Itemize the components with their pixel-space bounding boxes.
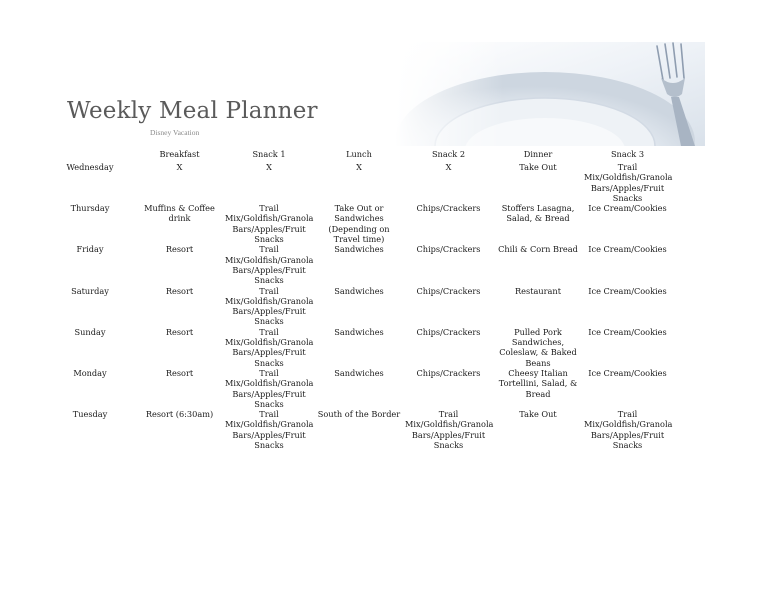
snack-2-cell: Chips/Crackers — [416, 203, 481, 214]
lunch-cell: Take Out or Sandwiches (Depending on Travel time) — [328, 203, 390, 245]
dinner-cell: Take Out — [519, 409, 557, 420]
snack-1-cell: X — [266, 162, 272, 172]
snack-1-cell: Trail Mix/Goldfish/Granola Bars/Apples/Fruit Snacks — [225, 244, 314, 286]
day-label: Monday — [73, 367, 107, 378]
snack-2-cell: Chips/Crackers — [416, 326, 481, 337]
snack-2-cell: X — [445, 162, 452, 172]
snack-1-cell: Trail Mix/Goldfish/Granola Bars/Apples/Fruit Snacks — [225, 367, 314, 409]
snack-3-cell: Ice Cream/Cookies — [588, 244, 667, 255]
column-header-breakfast: Breakfast — [159, 149, 200, 159]
breakfast-cell: Resort — [165, 285, 194, 296]
snack-1-cell: Trail Mix/Goldfish/Granola Bars/Apples/Fruit Snacks — [225, 409, 314, 451]
day-label: Thursday — [70, 203, 110, 214]
dinner-cell: Cheesy Italian Tortellini, Salad, & Bread — [498, 367, 578, 399]
column-header-day — [45, 149, 135, 162]
dinner-cell: Pulled Pork Sandwiches, Coleslaw, & Baked Beans — [499, 326, 577, 368]
lunch-cell: X — [356, 162, 362, 172]
snack-3-cell: Ice Cream/Cookies — [588, 285, 667, 296]
page-subtitle: Disney Vacation — [150, 128, 200, 137]
snack-3-cell: Ice Cream/Cookies — [588, 367, 667, 378]
page-title: Weekly Meal Planner — [67, 98, 318, 124]
snack-3-cell: Trail Mix/Goldfish/Granola Bars/Apples/Fruit Snacks — [584, 162, 673, 203]
breakfast-cell: Resort — [165, 367, 194, 378]
snack-1-cell: Trail Mix/Goldfish/Granola Bars/Apples/Fruit Snacks — [225, 285, 314, 327]
snack-3-cell: Trail Mix/Goldfish/Granola Bars/Apples/Fruit Snacks — [584, 409, 673, 451]
snack-1-cell: Trail Mix/Goldfish/Granola Bars/Apples/Fruit Snacks — [225, 326, 314, 368]
lunch-cell: Sandwiches — [334, 367, 384, 378]
breakfast-cell: Resort — [165, 244, 194, 255]
column-header-snack-3: Snack 3 — [610, 149, 645, 159]
dinner-cell: Chili & Corn Bread — [498, 244, 578, 255]
day-label: Friday — [76, 244, 104, 255]
column-header-snack-1: Snack 1 — [252, 149, 286, 159]
snack-3-cell: Ice Cream/Cookies — [588, 326, 667, 337]
snack-2-cell: Chips/Crackers — [416, 285, 481, 296]
day-label: Saturday — [71, 285, 109, 296]
snack-1-cell: Trail Mix/Goldfish/Granola Bars/Apples/Fruit Snacks — [225, 203, 314, 245]
plate-fork-illustration — [395, 42, 705, 146]
lunch-cell: Sandwiches — [334, 244, 384, 255]
breakfast-cell: Resort — [165, 326, 194, 337]
day-label: Sunday — [74, 326, 106, 337]
dinner-cell: Take Out — [519, 162, 557, 172]
snack-3-cell: Ice Cream/Cookies — [588, 203, 667, 214]
column-header-lunch: Lunch — [346, 149, 372, 159]
snack-2-cell: Chips/Crackers — [416, 367, 481, 378]
day-label: Wednesday — [66, 162, 114, 172]
day-label: Tuesday — [72, 409, 108, 420]
dinner-cell: Stoffers Lasagna, Salad, & Bread — [501, 203, 575, 224]
plate-and-fork-image — [395, 42, 705, 146]
lunch-cell: Sandwiches — [334, 326, 384, 337]
snack-2-cell: Chips/Crackers — [416, 244, 481, 255]
column-header-dinner: Dinner — [523, 149, 553, 159]
meal-plan-table — [45, 149, 671, 450]
dinner-cell: Restaurant — [514, 285, 561, 296]
breakfast-cell: Muffins & Coffee drink — [144, 203, 215, 224]
breakfast-cell: Resort (6:30am) — [145, 409, 214, 420]
lunch-cell: South of the Border — [317, 409, 401, 420]
column-header-snack-2: Snack 2 — [431, 149, 466, 159]
breakfast-cell: X — [176, 162, 183, 172]
snack-2-cell: Trail Mix/Goldfish/Granola Bars/Apples/Fruit Snacks — [405, 409, 494, 451]
lunch-cell: Sandwiches — [334, 285, 384, 296]
